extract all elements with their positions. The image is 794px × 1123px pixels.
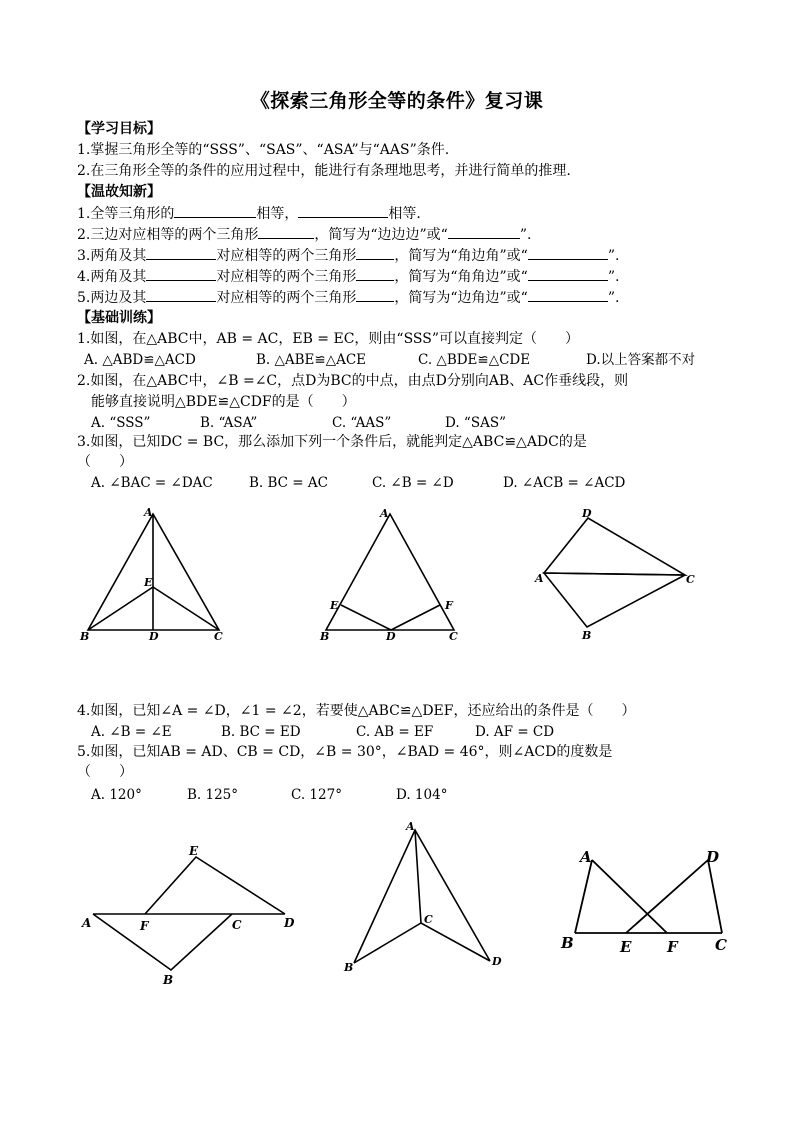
label-b: B bbox=[80, 630, 90, 643]
label-a: A bbox=[380, 507, 389, 520]
question-5-stem: 5.如图，已知AB = AD、CB = CD，∠B = 30°，∠BAD = 46°，则∠ACD的度数是 bbox=[77, 744, 613, 760]
figure-6 bbox=[575, 860, 722, 933]
question-1-option-b[interactable]: B. △ABE≌△ACE bbox=[256, 352, 367, 368]
label-b: B bbox=[582, 629, 592, 642]
label-c: C bbox=[449, 630, 458, 643]
figure-5 bbox=[354, 830, 490, 963]
label-e: E bbox=[189, 844, 199, 858]
question-3-option-b[interactable]: B. BC = AC bbox=[249, 475, 328, 491]
label-c: C bbox=[715, 936, 727, 954]
label-a: A bbox=[82, 916, 92, 930]
label-b: B bbox=[320, 630, 330, 643]
segment-af bbox=[592, 860, 667, 933]
label-d: D bbox=[284, 916, 295, 930]
question-3-option-c[interactable]: C. ∠B = ∠D bbox=[372, 475, 454, 491]
segment-ac bbox=[415, 830, 421, 923]
label-f: F bbox=[445, 599, 453, 612]
objectives-header: 【学习目标】 bbox=[77, 121, 161, 137]
label-c: C bbox=[232, 918, 242, 932]
triangle-abc bbox=[93, 914, 232, 970]
review-question-1: 1.全等三角形的 相等， 相等. bbox=[77, 202, 421, 225]
label-a: A bbox=[406, 820, 415, 833]
question-3-stem-cont: （ ） bbox=[77, 454, 133, 470]
question-2-stem: 2.如图，在△ABC中，∠B =∠C，点D为BC的中点，由点D分别向AB、AC作垂线段，则 bbox=[77, 373, 629, 389]
question-5-option-a[interactable]: A. 120° bbox=[91, 787, 142, 803]
question-4-option-a[interactable]: A. ∠B = ∠E bbox=[91, 724, 172, 740]
label-a: A bbox=[144, 506, 153, 519]
label-e: E bbox=[330, 599, 339, 612]
question-1-stem: 1.如图，在△ABC中，AB = AC，EB = EC，则由“SSS”可以直接判定（ ） bbox=[77, 331, 580, 347]
question-4-option-b[interactable]: B. BC = ED bbox=[221, 724, 301, 740]
objective-item-2: 2.在三角形全等的条件的应用过程中，能进行有条理地思考，并进行简单的推理. bbox=[77, 163, 571, 179]
review-header: 【温故知新】 bbox=[77, 184, 161, 200]
label-d: D bbox=[492, 955, 502, 968]
label-b: B bbox=[561, 934, 574, 952]
question-5-option-b[interactable]: B. 125° bbox=[187, 787, 239, 803]
sides-bc-cd bbox=[354, 923, 490, 963]
objective-item-1: 1.掌握三角形全等的“SSS”、“SAS”、“ASA”与“AAS”条件. bbox=[77, 142, 450, 158]
question-2-option-a[interactable]: A. “SSS” bbox=[91, 415, 151, 431]
label-c: C bbox=[214, 630, 223, 643]
question-3-option-d[interactable]: D. ∠ACB = ∠ACD bbox=[503, 475, 626, 491]
question-4-stem: 4.如图，已知∠A = ∠D，∠1 = ∠2，若要使△ABC≌△DEF，还应给出的条件是（ ） bbox=[77, 703, 636, 719]
segment-dc bbox=[708, 860, 722, 933]
question-4-option-c[interactable]: C. AB = EF bbox=[356, 724, 434, 740]
label-a: A bbox=[580, 848, 592, 866]
label-c: C bbox=[686, 573, 695, 586]
label-b: B bbox=[344, 961, 354, 974]
review-question-3: 3.两角及其 对应相等的两个三角形 ，简写为“角边角”或“ ”. bbox=[77, 244, 619, 267]
basic-header: 【基础训练】 bbox=[77, 310, 161, 326]
page-title: 《探索三角形全等的条件》复习课 bbox=[250, 90, 544, 112]
question-2-stem-cont: 能够直接说明△BDE≌△CDF的是（ ） bbox=[91, 394, 356, 410]
question-2-option-b[interactable]: B. “ASA” bbox=[200, 415, 258, 431]
question-5-option-d[interactable]: D. 104° bbox=[396, 787, 448, 803]
question-3-option-a[interactable]: A. ∠BAC = ∠DAC bbox=[91, 475, 213, 491]
label-d: D bbox=[386, 630, 396, 643]
question-2-option-c[interactable]: C. “AAS” bbox=[332, 415, 392, 431]
question-5-stem-cont: （ ） bbox=[77, 764, 133, 780]
question-1-option-d[interactable]: D.以上答案都不对 bbox=[586, 352, 696, 368]
review-question-2: 2.三边对应相等的两个三角形 ，简写为“边边边”或“ ”. bbox=[77, 223, 531, 246]
question-1-option-c[interactable]: C. △BDE≌△CDE bbox=[418, 352, 531, 368]
label-e: E bbox=[144, 576, 153, 589]
question-3-stem: 3.如图，已知DC = BC，那么添加下列一个条件后，就能判定△ABC≌△ADC的是 bbox=[77, 434, 587, 450]
label-f: F bbox=[140, 919, 149, 933]
review-question-5: 5.两边及其 对应相等的两个三角形 ，简写为“边角边”或“ ”. bbox=[77, 286, 619, 309]
figure-4 bbox=[93, 857, 285, 970]
label-d: D bbox=[149, 630, 159, 643]
label-e: E bbox=[620, 938, 632, 956]
label-f: F bbox=[667, 938, 678, 956]
label-a: A bbox=[535, 572, 544, 585]
question-5-option-c[interactable]: C. 127° bbox=[291, 787, 342, 803]
label-d: D bbox=[706, 848, 720, 866]
segment-ab bbox=[575, 860, 592, 933]
question-4-option-d[interactable]: D. AF = CD bbox=[475, 724, 555, 740]
label-c: C bbox=[424, 913, 433, 926]
label-b: B bbox=[163, 973, 174, 987]
label-d: D bbox=[582, 507, 592, 520]
triangle-def bbox=[145, 857, 285, 914]
segment-de bbox=[626, 860, 708, 933]
review-question-4: 4.两角及其 对应相等的两个三角形 ，简写为“角角边”或“ ”. bbox=[77, 265, 619, 288]
question-2-option-d[interactable]: D. “SAS” bbox=[445, 415, 506, 431]
sides-ab-ad bbox=[354, 830, 490, 963]
question-1-option-a[interactable]: A. △ABD≌△ACD bbox=[84, 352, 196, 368]
